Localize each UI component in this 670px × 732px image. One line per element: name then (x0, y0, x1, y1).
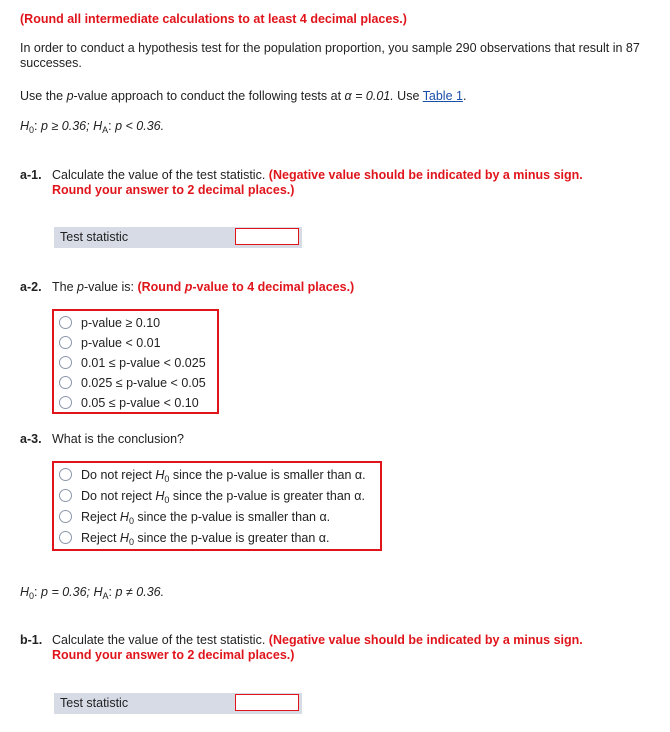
conclusion-options: Do not reject $H_0$ since the p-value is smaller than α. Do not reject $H_0$ since the p-value is greater than α. Reject $H_0$ since the p-value is smaller than α. Reject $H_0$ since the p-value is greater than α. (52, 461, 382, 551)
radio-button[interactable] (59, 531, 72, 544)
radio-button[interactable] (59, 510, 72, 523)
question-a1: Calculate the value of the test statistic. (Negative value should be indicated by a minus sign. (52, 168, 583, 182)
radio-button[interactable] (59, 316, 72, 329)
test-statistic-input-a1[interactable] (235, 228, 299, 245)
question-number-a1: a-1. (20, 168, 42, 182)
table-1-link[interactable]: Table 1 (422, 89, 463, 103)
question-b1-note: Round your answer to 2 decimal places.) (52, 648, 295, 662)
question-number-a3: a-3. (20, 432, 42, 446)
test-statistic-row-b1 (54, 693, 302, 714)
test-statistic-label: Test statistic (60, 230, 129, 244)
hypotheses-a: $H_0$: p ≥ 0.36; $H_A$: p < 0.36. (20, 119, 165, 135)
question-number-a2: a-2. (20, 280, 42, 294)
test-statistic-row-a1 (54, 227, 302, 248)
rounding-note: (Round all intermediate calculations to at least 4 decimal places.) (20, 12, 407, 26)
question-a1-note: Round your answer to 2 decimal places.) (52, 183, 295, 197)
radio-button[interactable] (59, 376, 72, 389)
hypotheses-b: $H_0$: p = 0.36; $H_A$: p ≠ 0.36. (20, 585, 165, 601)
radio-button[interactable] (59, 468, 72, 481)
problem-statement: In order to conduct a hypothesis test for the population proportion, you sample 290 observations that result in 87 successes. (20, 41, 640, 70)
test-statistic-label: Test statistic (60, 696, 129, 710)
question-number-b1: b-1. (20, 633, 43, 647)
question-a3: What is the conclusion? (52, 432, 185, 446)
pvalue-options: p-value ≥ 0.10 p-value < 0.01 0.01 ≤ p-value < 0.025 0.025 ≤ p-value < 0.05 0.05 ≤ p-value < 0.10 (52, 309, 219, 414)
question-b1: Calculate the value of the test statistic. (Negative value should be indicated by a minus sign. (52, 633, 583, 647)
test-statistic-input-b1[interactable] (235, 694, 299, 711)
radio-button[interactable] (59, 489, 72, 502)
radio-button[interactable] (59, 356, 72, 369)
instructions: Use the p-value approach to conduct the following tests at α = 0.01. Use Table 1. (20, 89, 467, 103)
question-a2: The p-value is: (Round p-value to 4 decimal places.) (52, 280, 355, 294)
radio-button[interactable] (59, 396, 72, 409)
radio-button[interactable] (59, 336, 72, 349)
